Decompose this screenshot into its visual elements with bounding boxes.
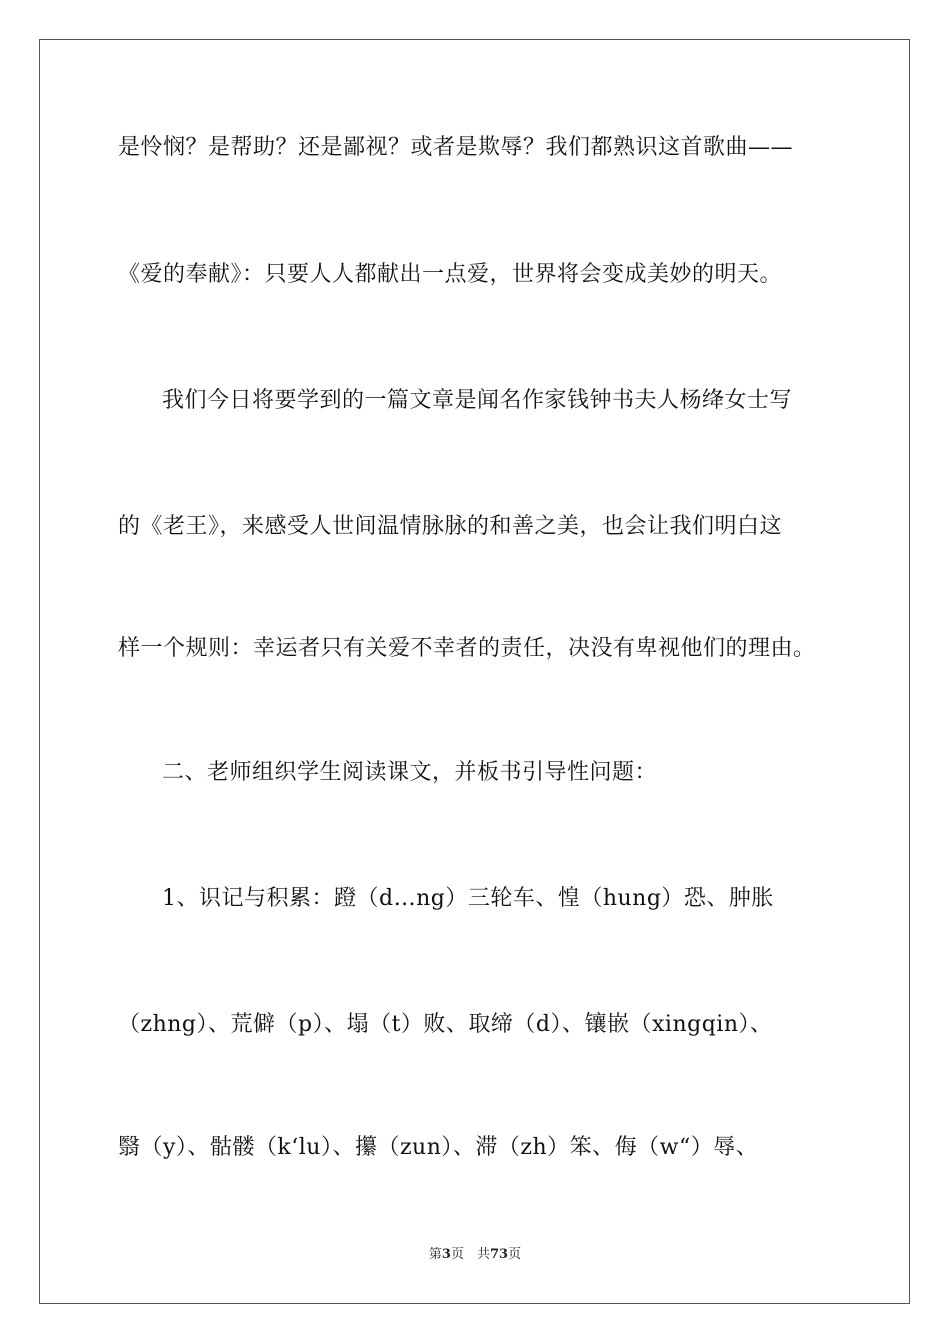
text-line-8: （zhng）、荒僻（p）、塌（t）败、取缔（d）、镶嵌（xingqin）、 <box>118 1012 773 1037</box>
text-line-4: 的《老王》，来感受人世间温情脉脉的和善之美，也会让我们明白这 <box>118 514 783 539</box>
page-footer <box>0 1246 950 1264</box>
footer-prefix: 第 <box>428 1247 442 1262</box>
text-line-1: 是怜悯？是帮助？还是鄙视？或者是欺辱？我们都熟识这首歌曲—— <box>118 135 794 160</box>
text-line-3: 我们今日将要学到的一篇文章是闻名作家钱钟书夫人杨绛女士写 <box>162 388 793 413</box>
text-line-5: 样一个规则：幸运者只有关爱不幸者的责任，决没有卑视他们的理由。 <box>118 636 816 661</box>
footer-suffix: 页 <box>508 1247 522 1262</box>
total-page-count: 73 <box>489 1247 509 1262</box>
text-line-2: 《爱的奉献》：只要人人都献出一点爱，世界将会变成美妙的明天。 <box>118 262 783 287</box>
section-heading: 二、老师组织学生阅读课文，并板书引导性问题： <box>162 760 658 785</box>
current-page-number: 3 <box>441 1247 451 1262</box>
footer-mid: 页 共 <box>450 1247 490 1262</box>
page-frame <box>39 39 910 1304</box>
text-line-9: 翳（y）、骷髅（k‘lu）、攥（zun）、滞（zh）笨、侮（w“）辱、 <box>118 1135 759 1160</box>
text-line-7: 1、识记与积累：蹬（d…ng）三轮车、惶（hung）恐、肿胀 <box>162 886 774 911</box>
